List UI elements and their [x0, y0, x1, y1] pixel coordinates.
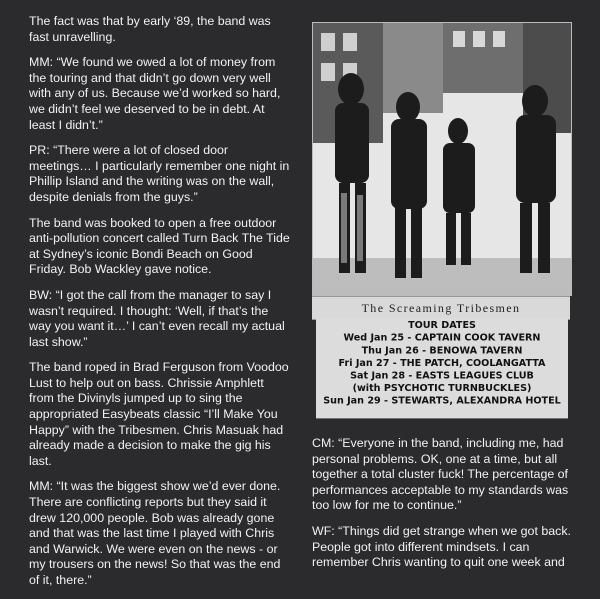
paragraph: PR: “There were a lot of closed door meetings… I particularly remember one night in Phillip Island and the writing was on the wall, despite denials from the guys.” [29, 143, 290, 204]
left-column [29, 14, 291, 599]
tour-date: (with PSYCHOTIC TURNBUCKLES) [352, 382, 532, 395]
paragraph: The fact was that by early ‘89, the band was fast unravelling. [29, 14, 271, 44]
paragraph: MM: “It was the biggest show we’d ever done. There are conflicting reports but they said it drew 120,000 people. Bob was already gone and that was the last time I played with Chris and Warwick. We were even on the news - or my trousers on the news! So that was the end of it, there.” [29, 479, 281, 587]
tour-date: Fri Jan 27 - THE PATCH, COOLANGATTA [338, 357, 546, 370]
tour-dates-poster [316, 318, 568, 419]
tour-date: Sun Jan 29 - STEWARTS, ALEXANDRA HOTEL [323, 395, 561, 407]
tour-date: Sat Jan 28 - EASTS LEAGUES CLUB [350, 370, 534, 382]
right-column [312, 436, 572, 581]
band-photo [312, 22, 572, 296]
paragraph: The band roped in Brad Ferguson from Voodoo Lust to help out on bass. Chrissie Amphlett from the Divinyls jumped up to sing the appropriated Easybeats classic “I’ll Make You Happy” with the Tribesmen. Chris Masuak had already made a decision to make the gig his last. [29, 360, 289, 468]
band-name-caption: The Screaming Tribesmen [312, 296, 570, 320]
tour-date: Wed Jan 25 - CAPTAIN COOK TAVERN [343, 332, 541, 344]
paragraph: MM: “We found we owed a lot of money from the touring and that didn’t go down very well with any of us. Because we’d worked so hard, we didn’t feel we deserved to be in debt. At least I didn’t.” [29, 55, 281, 132]
paragraph: The band was booked to open a free outdoor anti-pollution concert called Turn Back The Tide at Sydney’s iconic Bondi Beach on Good Friday. Bob Wackley gave notice. [29, 215, 290, 277]
paragraph: WF: “Things did get strange when we got back. People got into different mindsets. I can remember Chris wanting to quit one week and [312, 523, 571, 570]
tour-date: Thu Jan 26 - BENOWA TAVERN [361, 344, 523, 357]
paragraph: BW: “I got the call from the manager to say I wasn’t required. I thought: ‘Well, if that’s the way you want it…’ I can’t even recall my actual last show.” [29, 287, 285, 349]
paragraph: CM: “Everyone in the band, including me, had personal problems. OK, one at a time, but all together a total cluster fuck! The percentage of performances acceptable to my standards was too low for me to continue.” [312, 436, 569, 513]
tour-heading: TOUR DATES [408, 319, 476, 332]
